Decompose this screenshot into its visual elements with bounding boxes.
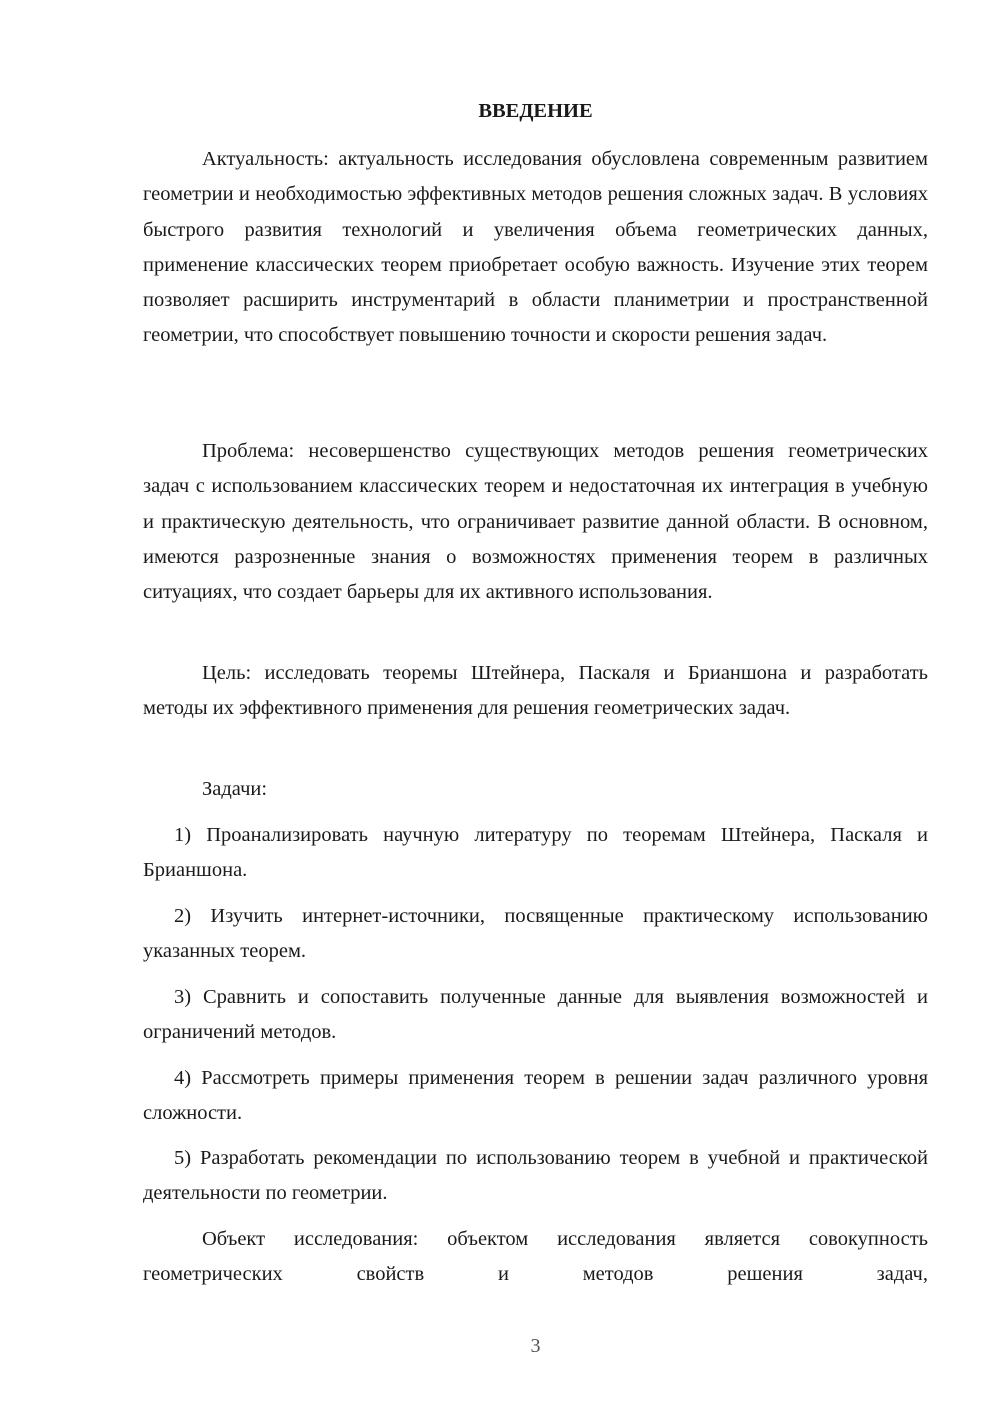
relevance-paragraph: Актуальность: актуальность исследования обусловлена современным развитием геометрии и необходимостью эффективных методов решения сложных задач. В условиях быстрого развития технологий и увеличения объема геометрических данных, применение классических теорем приобретает особую важность. Изучение этих теорем позволяет расширить инструментарий в области планиметрии и пространственной геометрии, что способствует повышению точности и скорости решения задач. bbox=[143, 148, 928, 347]
task-item-3: 3) Сравнить и сопоставить полученные данные для выявления возможностей и ограничений методов. bbox=[143, 986, 928, 1044]
page-number: 3 bbox=[530, 1335, 541, 1357]
task-item-5: 5) Разработать рекомендации по использованию теорем в учебной и практической деятельности по геометрии. bbox=[143, 1147, 928, 1205]
goal-paragraph: Цель: исследовать теоремы Штейнера, Паскаля и Брианшона и разработать методы их эффективного применения для решения геометрических задач. bbox=[143, 662, 928, 720]
task-item-2: 2) Изучить интернет-источники, посвященные практическому использованию указанных теорем. bbox=[143, 905, 928, 963]
section-heading: ВВЕДЕНИЕ bbox=[478, 100, 593, 122]
tasks-label: Задачи: bbox=[202, 778, 268, 800]
object-paragraph: Объект исследования: объектом исследования является совокупность геометрических свойств и методов решения задач, bbox=[143, 1228, 928, 1286]
task-item-4: 4) Рассмотреть примеры применения теорем в решении задач различного уровня сложности. bbox=[143, 1067, 928, 1125]
task-item-1: 1) Проанализировать научную литературу по теоремам Штейнера, Паскаля и Брианшона. bbox=[143, 824, 928, 882]
problem-paragraph: Проблема: несовершенство существующих методов решения геометрических задач с использованием классических теорем и недостаточная их интеграция в учебную и практическую деятельность, что ограничивает развитие данной области. В основном, имеются разрозненные знания о возможностях применения теорем в различных ситуациях, что создает барьеры для их активного использования. bbox=[143, 440, 928, 604]
document-page bbox=[143, 0, 928, 1414]
